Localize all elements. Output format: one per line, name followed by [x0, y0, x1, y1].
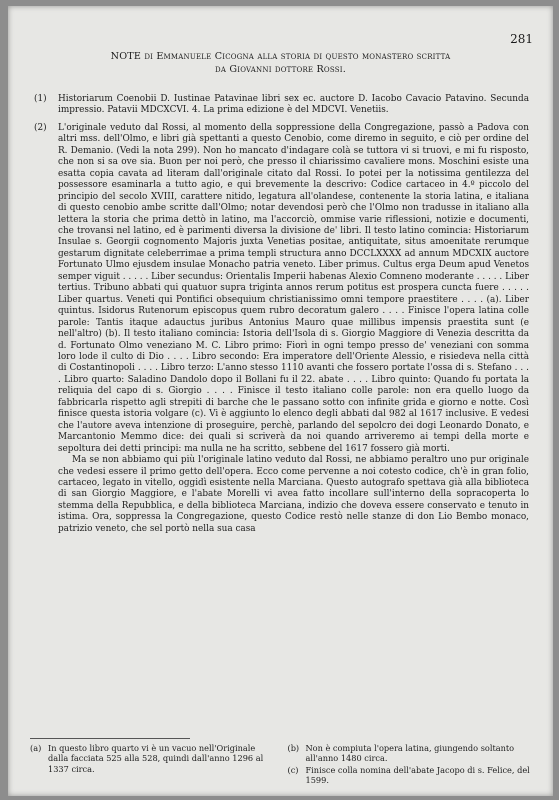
footnote-marker: (c) [287, 764, 299, 775]
page-number: 281 [510, 32, 533, 46]
note-marker: (2) [34, 122, 47, 133]
footnotes [30, 743, 531, 786]
footnote-divider [30, 738, 190, 739]
footnote-marker: (a) [30, 743, 42, 753]
heading-notes-word: NOTE [110, 51, 142, 62]
footnote-b [288, 743, 532, 764]
note-paragraph: L'originale veduto dal Rossi, al momento della soppressione della Congregazione, passò a Padova con altri mss. dell'Olmo, e libri già spettanti a questo Cenobio, come diremo in seguito, e ciò per ordine del R. Demanio. (Vedi la nota 299). Non ho mancato d'indagare colà se tuttora vi si truovi, e mi fu risposto, che non si sa ove sia. Buon per noi però, che presso il chiarissimo cavaliere mons. Moschini esiste una esatta copia cavata ad literam dall'originale citato dal Rossi. Io potei per la notissima gentilezza del possessore esaminarla a tutto agio, e qui brevemente la descrivo: Codice cartaceo in 4.º piccolo del principio del secolo XVIII, carattere nitido, legatura all'olandese, contenente la storia latina, e italiana di questo cenobio ambe scritte dall'Olmo; notar devendosi però che l'Olmo non tradusse in italiano alla lettera la storia che prima dettò in latino, ma l'accorciò, ommise varie riflessioni, notizie e documenti, che trovansi nel latino, ed è parimenti diversa la divisione de' libri. Il testo latino comincia: Historiarum Insulae s. Georgii cognomento Majoris juxta Venetias positae, antiquitate, situs amoenitate rerumque gestarum dignitate celeberrimae a prima templi structura anno DCCLXXXX ad annum MDCXIX auctore Fortunato Ulmo ejusdem insulae Monacho patria veneto. Liber primus. Cultus erga Deum apud Venetos semper viguit . . . . . Liber secundus: Orientalis Imperii habenas Alexio Comneno moderante . . . . . Liber tertius. Tribuno abbati qui quatuor supra triginta annos rerum potitus est prospera cuncta fuere . . . . . Liber quartus. Veneti qui Pontifici obsequium christianissimo omni tempore praestitere . . . . (a). Liber quintus. Isidorus Rutenorum episcopus quem rubro decoratum galero . . . . Finisce l'opera latina colle parole: Tantis itaque adauctus juribus Antonius Mauro quae millibus impensis praestita sunt (e nell'altro) (b). Il testo italiano comincia: Istoria dell'Isola di s. Giorgio Maggiore di Venezia descritta da d. Fortunato Olmo veneziano M. C. Libro primo: Fiorì in ogni tempo presso de' veneziani con somma loro lode il culto di Dio . . . . Libro secondo: Era imperatore dell'Oriente Alessio, e risiedeva nella città di Costantinopoli . . . . Libro terzo: L'anno stesso 1110 avanti che fossero portate l'ossa di s. Stefano . . . . Libro quarto: Saladino Dandolo dopo il Bollani fu il 22. abate . . . . Libro quinto: Quando fu portata la reliquia del capo di s. Giorgio . . . . Finisce il testo italiano colle parole: non era quello luogo da fabbricarla rispetto agli strepiti di barche che le passano sotto con infinite grida e giorno e notte. Così finisce questa istoria volgare (c). Vi è aggiunto lo elenco degli abbati dal 982 al 1617 inclusive. E vedesi che l'autore aveva intenzione di proseguire, perchè, parlando del sepolcro dei dogi Leonardo Donato, e Marcantonio Memmo dice: dei quali si scriverà da noi quando arriveremo ai tempi della morte e sepoltura dei detti principi: ma nulla ne ha scritto, sebbene del 1617 fossero già morti. [58, 122, 529, 454]
footnotes-right-column [288, 743, 532, 786]
heading-subtitle: di Emmanuele Cicogna alla storia di questo monastero scritta [144, 51, 451, 62]
note-1 [34, 94, 529, 117]
heading-line-1 [42, 50, 519, 63]
notes-body [34, 94, 529, 541]
footnote-c [288, 765, 532, 786]
footnote-a [30, 743, 274, 774]
note-paragraph: Ma se non abbiamo qui più l'originale latino veduto dal Rossi, ne abbiamo peraltro uno pur originale che vedesi essere il primo getto dell'opera. Ecco come pervenne a noi cotesto codice, ch'è in gran folio, cartaceo, legato in vitello, oggidì esistente nella Marciana. Questo autografo spettava già alla biblioteca di san Giorgio Maggiore, e l'abate Morelli vi avea fatto incollare sull'interno della sopracoperta lo stemma della Repubblica, e della biblioteca Marciana, indizio che doveva essere conservato e tenuto in istima. Ora, soppressa la Congregazione, questo Codice restò nelle stanze di don Lio Bembo monaco, patrizio veneto, che sel portò nella sua casa [58, 455, 529, 534]
note-marker: (1) [34, 94, 47, 104]
footnote-text: Non è compiuta l'opera latina, giungendo soltanto all'anno 1480 circa. [305, 743, 515, 764]
note-paragraph: Historiarum Coenobii D. Iustinae Patavinae libri sex ec. auctore D. Iacobo Cavacio Patavino. Secunda impressio. Patavii MDCXCVI. 4. La prima edizione è del MDCVI. Venetiis. [58, 94, 529, 116]
heading-line-2: da Giovanni dottore Rossi. [215, 64, 346, 75]
footnote-marker: (b) [287, 743, 300, 753]
page-heading [42, 50, 519, 76]
footnote-text: In questo libro quarto vi è un vacuo nell'Originale dalla facciata 525 alla 528, quindi dall'anno 1296 al 1337 circa. [48, 743, 264, 774]
footnotes-left-column [30, 743, 274, 786]
book-page [8, 6, 553, 796]
note-2 [34, 123, 529, 535]
footnote-text: Finisce colla nomina dell'abate Jacopo di s. Felice, del 1599. [305, 764, 530, 786]
